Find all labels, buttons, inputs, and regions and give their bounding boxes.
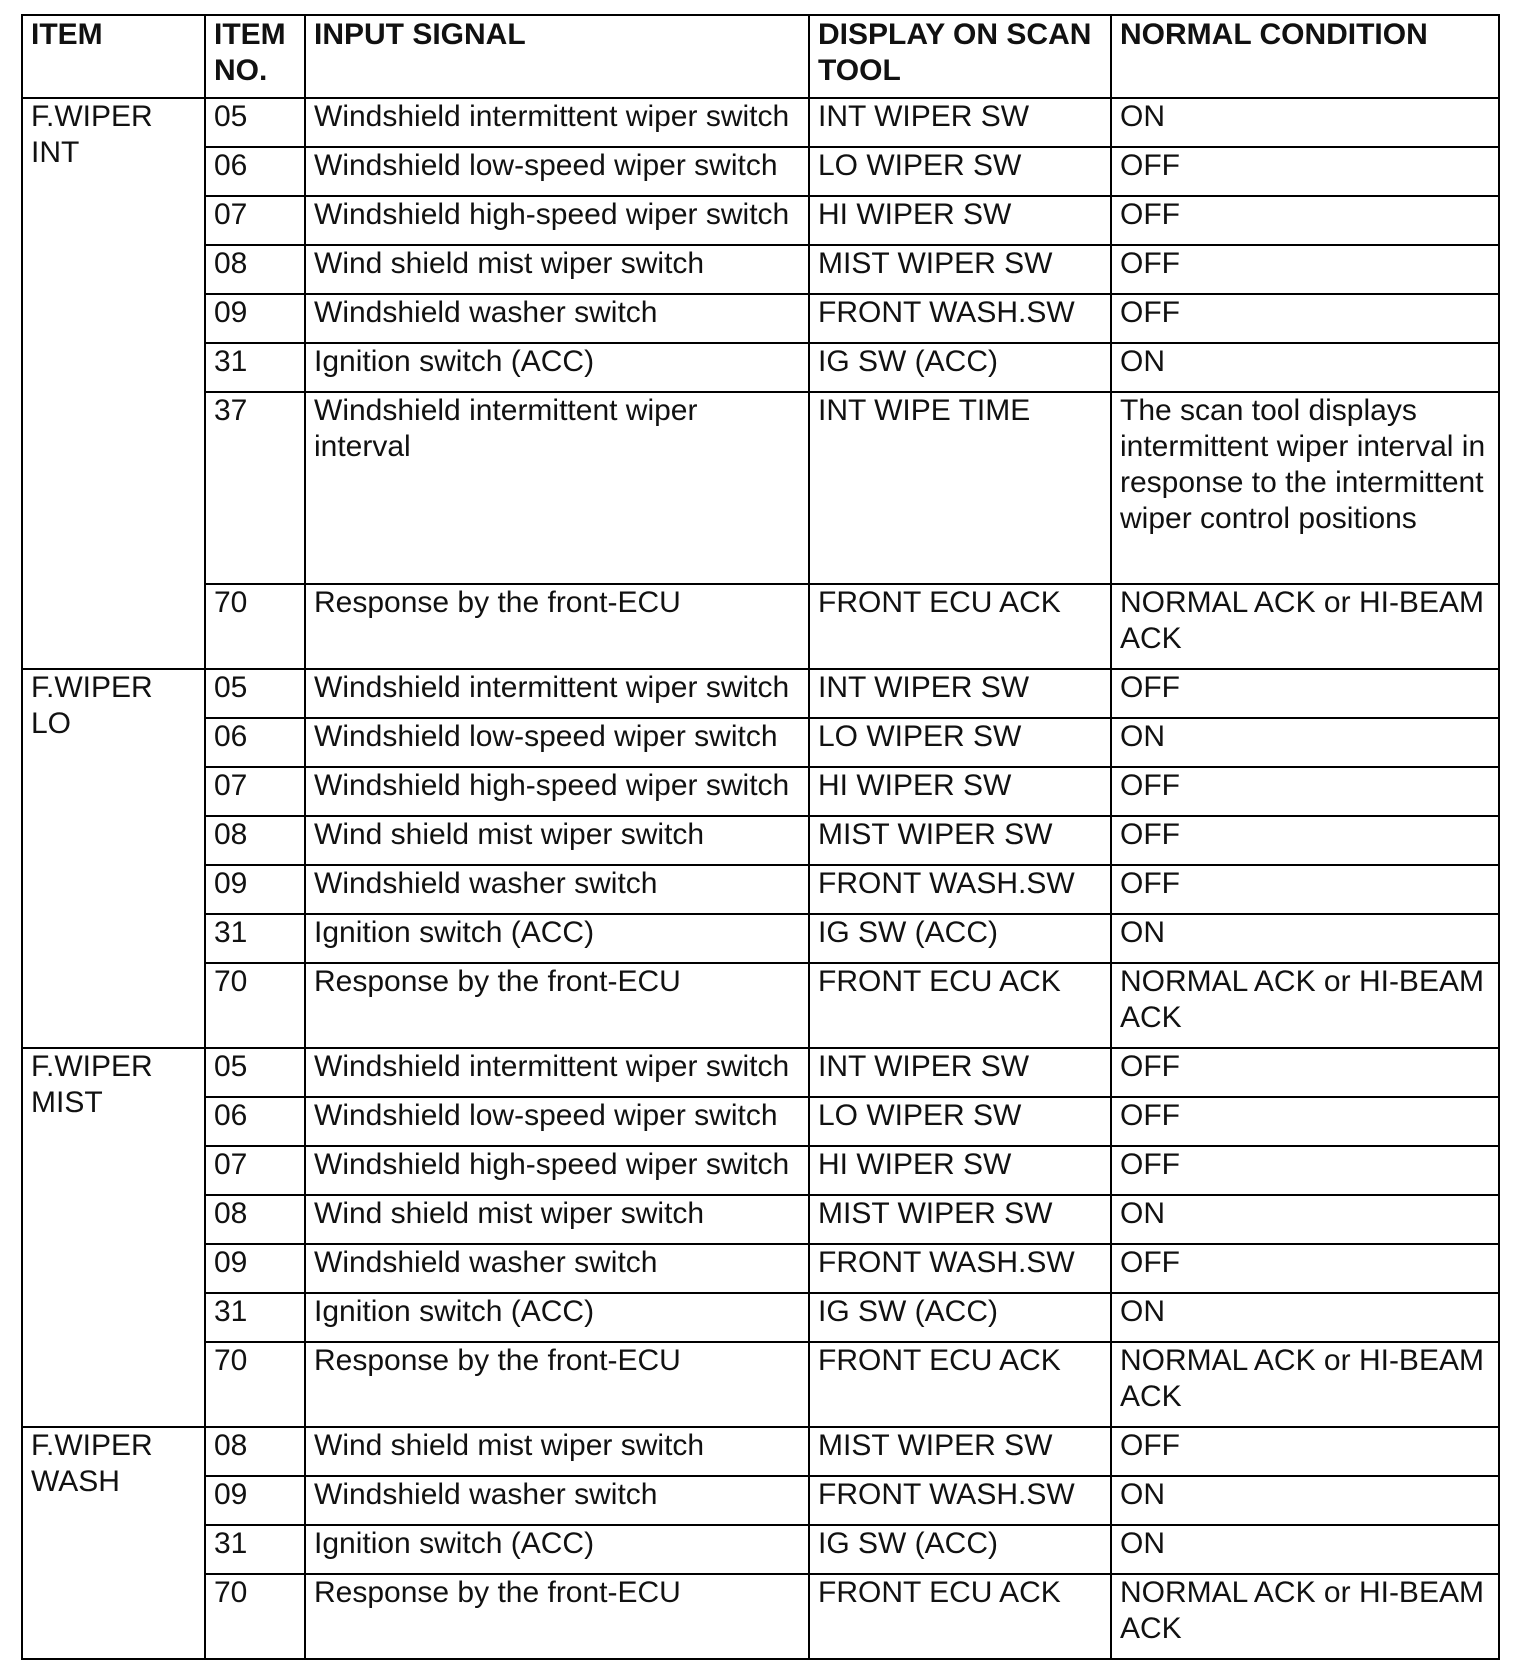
display-cell: HI WIPER SW <box>809 1146 1111 1195</box>
display-cell: INT WIPER SW <box>809 1048 1111 1097</box>
table-row <box>22 245 1499 294</box>
input-signal-cell: Response by the front-ECU <box>305 963 809 1048</box>
input-signal-cell: Windshield intermittent wiper interval <box>305 392 809 584</box>
input-signal-cell: Wind shield mist wiper switch <box>305 816 809 865</box>
input-signal-cell: Windshield low-speed wiper switch <box>305 1097 809 1146</box>
header-item: ITEM <box>22 15 205 98</box>
condition-cell: OFF <box>1111 1427 1499 1476</box>
input-signal-cell: Wind shield mist wiper switch <box>305 1427 809 1476</box>
display-cell: IG SW (ACC) <box>809 1525 1111 1574</box>
condition-cell: NORMAL ACK or HI-BEAM ACK <box>1111 584 1499 669</box>
table-row <box>22 584 1499 669</box>
item-no-cell: 70 <box>205 1342 305 1427</box>
condition-cell: NORMAL ACK or HI-BEAM ACK <box>1111 1342 1499 1427</box>
input-signal-cell: Windshield high-speed wiper switch <box>305 1146 809 1195</box>
item-no-cell: 06 <box>205 718 305 767</box>
condition-cell: OFF <box>1111 1244 1499 1293</box>
condition-cell: OFF <box>1111 816 1499 865</box>
input-signal-cell: Windshield washer switch <box>305 865 809 914</box>
condition-cell: OFF <box>1111 245 1499 294</box>
item-no-cell: 05 <box>205 669 305 718</box>
item-no-cell: 31 <box>205 1293 305 1342</box>
table-row <box>22 1293 1499 1342</box>
item-no-cell: 08 <box>205 1427 305 1476</box>
table-row <box>22 1097 1499 1146</box>
table-row <box>22 343 1499 392</box>
input-signal-cell: Windshield washer switch <box>305 1244 809 1293</box>
item-no-cell: 05 <box>205 1048 305 1097</box>
condition-cell: ON <box>1111 718 1499 767</box>
input-signal-cell: Windshield intermittent wiper switch <box>305 669 809 718</box>
input-signal-cell: Windshield high-speed wiper switch <box>305 767 809 816</box>
display-cell: LO WIPER SW <box>809 147 1111 196</box>
table-row <box>22 1195 1499 1244</box>
input-signal-cell: Response by the front-ECU <box>305 1574 809 1659</box>
header-condition: NORMAL CONDITION <box>1111 15 1499 98</box>
item-no-cell: 70 <box>205 584 305 669</box>
display-cell: MIST WIPER SW <box>809 1195 1111 1244</box>
table-row <box>22 294 1499 343</box>
condition-cell: ON <box>1111 1525 1499 1574</box>
item-no-cell: 31 <box>205 1525 305 1574</box>
input-signal-cell: Wind shield mist wiper switch <box>305 245 809 294</box>
display-cell: FRONT ECU ACK <box>809 963 1111 1048</box>
item-cell: F.WIPER INT <box>22 98 205 669</box>
table-row <box>22 1427 1499 1476</box>
header-display: DISPLAY ON SCAN TOOL <box>809 15 1111 98</box>
item-no-cell: 09 <box>205 865 305 914</box>
header-item-no: ITEM NO. <box>205 15 305 98</box>
condition-cell: NORMAL ACK or HI-BEAM ACK <box>1111 963 1499 1048</box>
input-signal-cell: Ignition switch (ACC) <box>305 343 809 392</box>
table-row <box>22 147 1499 196</box>
input-signal-cell: Response by the front-ECU <box>305 1342 809 1427</box>
table-row <box>22 1574 1499 1659</box>
table-row <box>22 196 1499 245</box>
condition-cell: The scan tool displays intermittent wiper interval in response to the intermittent wiper control positions <box>1111 392 1499 584</box>
item-cell: F.WIPER WASH <box>22 1427 205 1659</box>
display-cell: INT WIPER SW <box>809 669 1111 718</box>
table-row <box>22 963 1499 1048</box>
display-cell: HI WIPER SW <box>809 767 1111 816</box>
table-row <box>22 98 1499 147</box>
table-row <box>22 767 1499 816</box>
table-row <box>22 1476 1499 1525</box>
table-row <box>22 1146 1499 1195</box>
item-no-cell: 07 <box>205 196 305 245</box>
condition-cell: OFF <box>1111 669 1499 718</box>
item-no-cell: 07 <box>205 767 305 816</box>
display-cell: IG SW (ACC) <box>809 343 1111 392</box>
table-row <box>22 1342 1499 1427</box>
display-cell: MIST WIPER SW <box>809 1427 1111 1476</box>
item-no-cell: 08 <box>205 245 305 294</box>
input-signal-cell: Wind shield mist wiper switch <box>305 1195 809 1244</box>
input-signal-cell: Ignition switch (ACC) <box>305 1525 809 1574</box>
input-signal-cell: Windshield washer switch <box>305 1476 809 1525</box>
header-row <box>22 15 1499 98</box>
condition-cell: OFF <box>1111 1048 1499 1097</box>
item-no-cell: 31 <box>205 914 305 963</box>
input-signal-cell: Windshield low-speed wiper switch <box>305 718 809 767</box>
input-signal-cell: Windshield intermittent wiper switch <box>305 1048 809 1097</box>
item-no-cell: 06 <box>205 147 305 196</box>
display-cell: INT WIPER SW <box>809 98 1111 147</box>
display-cell: FRONT WASH.SW <box>809 865 1111 914</box>
input-signal-cell: Windshield washer switch <box>305 294 809 343</box>
display-cell: FRONT ECU ACK <box>809 584 1111 669</box>
input-signal-cell: Windshield low-speed wiper switch <box>305 147 809 196</box>
condition-cell: OFF <box>1111 1146 1499 1195</box>
condition-cell: ON <box>1111 343 1499 392</box>
header-input-signal: INPUT SIGNAL <box>305 15 809 98</box>
table-row <box>22 669 1499 718</box>
table-body <box>22 98 1499 1659</box>
display-cell: LO WIPER SW <box>809 1097 1111 1146</box>
item-no-cell: 08 <box>205 1195 305 1244</box>
display-cell: FRONT WASH.SW <box>809 1244 1111 1293</box>
condition-cell: ON <box>1111 914 1499 963</box>
item-cell: F.WIPER LO <box>22 669 205 1048</box>
table-row <box>22 1048 1499 1097</box>
table-row <box>22 1244 1499 1293</box>
table-row <box>22 816 1499 865</box>
item-no-cell: 09 <box>205 1244 305 1293</box>
diagnostic-table <box>21 14 1500 1660</box>
item-no-cell: 70 <box>205 963 305 1048</box>
display-cell: LO WIPER SW <box>809 718 1111 767</box>
table-row <box>22 914 1499 963</box>
condition-cell: OFF <box>1111 294 1499 343</box>
display-cell: IG SW (ACC) <box>809 1293 1111 1342</box>
condition-cell: OFF <box>1111 147 1499 196</box>
display-cell: FRONT WASH.SW <box>809 294 1111 343</box>
display-cell: IG SW (ACC) <box>809 914 1111 963</box>
condition-cell: ON <box>1111 1195 1499 1244</box>
item-no-cell: 07 <box>205 1146 305 1195</box>
input-signal-cell: Ignition switch (ACC) <box>305 1293 809 1342</box>
item-no-cell: 31 <box>205 343 305 392</box>
condition-cell: NORMAL ACK or HI-BEAM ACK <box>1111 1574 1499 1659</box>
table-row <box>22 865 1499 914</box>
display-cell: HI WIPER SW <box>809 196 1111 245</box>
item-no-cell: 09 <box>205 1476 305 1525</box>
input-signal-cell: Windshield high-speed wiper switch <box>305 196 809 245</box>
display-cell: MIST WIPER SW <box>809 245 1111 294</box>
display-cell: FRONT ECU ACK <box>809 1342 1111 1427</box>
condition-cell: OFF <box>1111 767 1499 816</box>
table-row <box>22 718 1499 767</box>
condition-cell: OFF <box>1111 1097 1499 1146</box>
item-no-cell: 06 <box>205 1097 305 1146</box>
condition-cell: ON <box>1111 98 1499 147</box>
item-no-cell: 70 <box>205 1574 305 1659</box>
item-no-cell: 09 <box>205 294 305 343</box>
condition-cell: ON <box>1111 1476 1499 1525</box>
condition-cell: ON <box>1111 1293 1499 1342</box>
condition-cell: OFF <box>1111 196 1499 245</box>
item-no-cell: 08 <box>205 816 305 865</box>
input-signal-cell: Windshield intermittent wiper switch <box>305 98 809 147</box>
input-signal-cell: Ignition switch (ACC) <box>305 914 809 963</box>
condition-cell: OFF <box>1111 865 1499 914</box>
table-row <box>22 392 1499 584</box>
item-no-cell: 37 <box>205 392 305 584</box>
table-row <box>22 1525 1499 1574</box>
display-cell: FRONT ECU ACK <box>809 1574 1111 1659</box>
item-no-cell: 05 <box>205 98 305 147</box>
display-cell: MIST WIPER SW <box>809 816 1111 865</box>
display-cell: INT WIPE TIME <box>809 392 1111 584</box>
item-cell: F.WIPER MIST <box>22 1048 205 1427</box>
display-cell: FRONT WASH.SW <box>809 1476 1111 1525</box>
input-signal-cell: Response by the front-ECU <box>305 584 809 669</box>
